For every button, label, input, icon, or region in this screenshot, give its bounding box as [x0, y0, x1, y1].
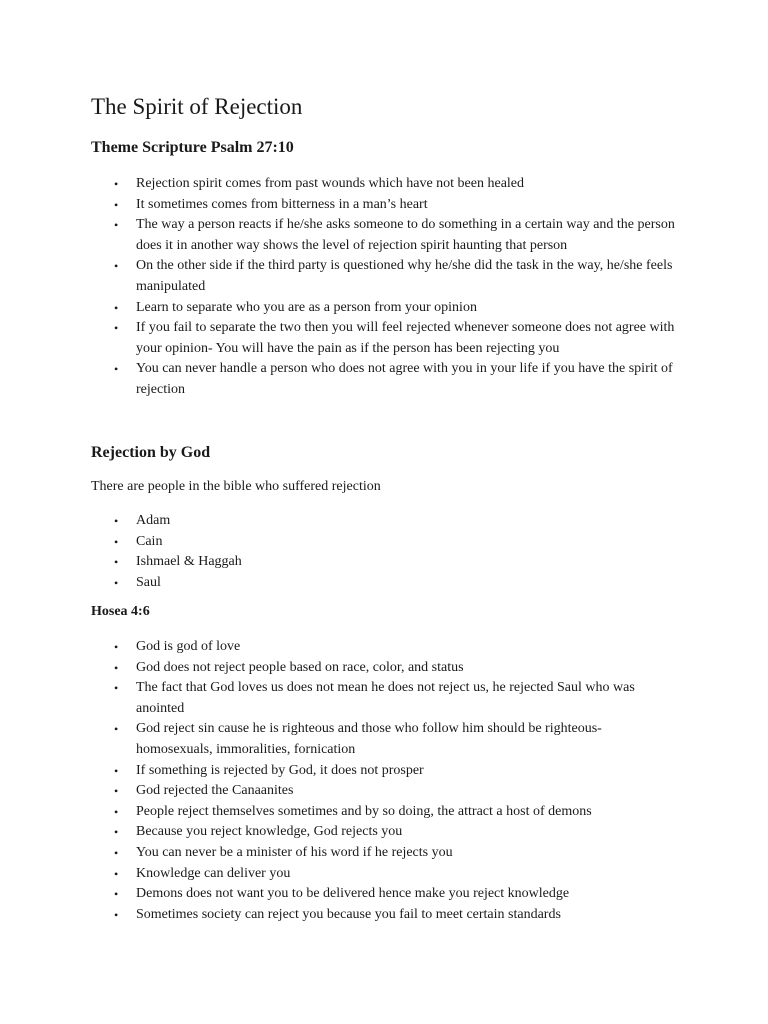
list-item: [91, 511, 681, 532]
list-item: [91, 552, 681, 573]
list-item-text: God rejected the Canaanites: [136, 783, 294, 799]
list-item-text: People reject themselves sometimes and by so doing, the attract a host of demons: [136, 803, 592, 819]
list-item: [91, 864, 681, 885]
list-item: [91, 658, 681, 679]
list-item: [91, 637, 681, 658]
list-item-text: The fact that God loves us does not mean he does not reject us, he rejected Saul who was anointed: [136, 680, 635, 716]
list-item: [91, 802, 681, 823]
theme-bullet-list: [91, 174, 681, 401]
hosea-bullet-list: [91, 637, 681, 925]
bullet-icon: •: [114, 177, 119, 191]
list-item-text: It sometimes comes from bitterness in a man’s heart: [136, 196, 428, 212]
bullet-icon: •: [114, 763, 119, 778]
list-item: [91, 678, 681, 719]
list-item: [91, 298, 681, 319]
list-item-text: If something is rejected by God, it does not prosper: [136, 762, 424, 778]
list-item: [91, 761, 681, 782]
bullet-icon: •: [114, 555, 119, 570]
list-item-text: Knowledge can deliver you: [136, 865, 291, 881]
list-item-text: On the other side if the third party is questioned why he/she did the task in the way, he/she feels manipulated: [136, 258, 673, 294]
bullet-icon: •: [114, 784, 119, 799]
list-item-text: Saul: [136, 574, 161, 590]
list-item-text: God does not reject people based on race, color, and status: [136, 659, 464, 675]
bullet-icon: •: [114, 722, 119, 737]
hosea-heading: Hosea 4:6: [91, 604, 150, 619]
bullet-icon: •: [114, 640, 119, 654]
list-item-text: The way a person reacts if he/she asks someone to do something in a certain way and the person does it in another way shows the level of rejection spirit haunting that person: [136, 217, 675, 253]
list-item: [91, 174, 681, 195]
list-item-text: Because you reject knowledge, God rejects you: [136, 824, 403, 840]
people-bullet-list: [91, 511, 681, 593]
page-title: The Spirit of Rejection: [91, 94, 303, 119]
list-item-text: Cain: [136, 533, 163, 549]
bullet-icon: •: [114, 259, 119, 274]
list-item: [91, 532, 681, 553]
list-item-text: If you fail to separate the two then you will feel rejected whenever someone does not agree with your opinion- You will have the pain as if the person has been rejecting you: [136, 320, 675, 356]
list-item: [91, 719, 681, 760]
list-item-text: Learn to separate who you are as a person from your opinion: [136, 299, 477, 315]
list-item: [91, 781, 681, 802]
list-item: [91, 843, 681, 864]
list-item: [91, 195, 681, 216]
bullet-icon: •: [114, 514, 119, 528]
bullet-icon: •: [114, 887, 119, 902]
list-item-text: Ishmael & Haggah: [136, 554, 242, 570]
rejection-intro-text: There are people in the bible who suffered rejection: [91, 479, 381, 494]
bullet-icon: •: [114, 866, 119, 881]
list-item: [91, 318, 681, 359]
bullet-icon: •: [114, 300, 119, 315]
list-item-text: Sometimes society can reject you because you fail to meet certain standards: [136, 906, 561, 922]
list-item-text: God is god of love: [136, 639, 241, 654]
list-item-text: Demons does not want you to be delivered hence make you reject knowledge: [136, 886, 570, 902]
bullet-icon: •: [114, 362, 119, 377]
list-item-text: Adam: [136, 513, 171, 528]
rejection-by-god-heading: Rejection by God: [91, 444, 211, 461]
bullet-icon: •: [114, 218, 119, 233]
bullet-icon: •: [114, 804, 119, 819]
bullet-icon: •: [114, 575, 119, 590]
list-item-text: God reject sin cause he is righteous and those who follow him should be righteous- homosexuals, immoralities, fornication: [136, 721, 602, 757]
list-item: [91, 359, 681, 400]
list-item: [91, 822, 681, 843]
list-item: [91, 905, 681, 926]
list-item: [91, 884, 681, 905]
list-item: [91, 215, 681, 256]
theme-scripture-heading: Theme Scripture Psalm 27:10: [91, 139, 294, 156]
bullet-icon: •: [114, 825, 119, 840]
list-item-text: Rejection spirit comes from past wounds which have not been healed: [136, 176, 525, 191]
list-item-text: You can never be a minister of his word if he rejects you: [136, 844, 453, 860]
bullet-icon: •: [114, 321, 119, 336]
bullet-icon: •: [114, 907, 119, 922]
list-item: [91, 256, 681, 297]
bullet-icon: •: [114, 197, 119, 212]
bullet-icon: •: [114, 681, 119, 696]
bullet-icon: •: [114, 660, 119, 675]
list-item-text: You can never handle a person who does not agree with you in your life if you have the spirit of rejection: [136, 361, 673, 397]
bullet-icon: •: [114, 534, 119, 549]
list-item: [91, 573, 681, 594]
bullet-icon: •: [114, 845, 119, 860]
